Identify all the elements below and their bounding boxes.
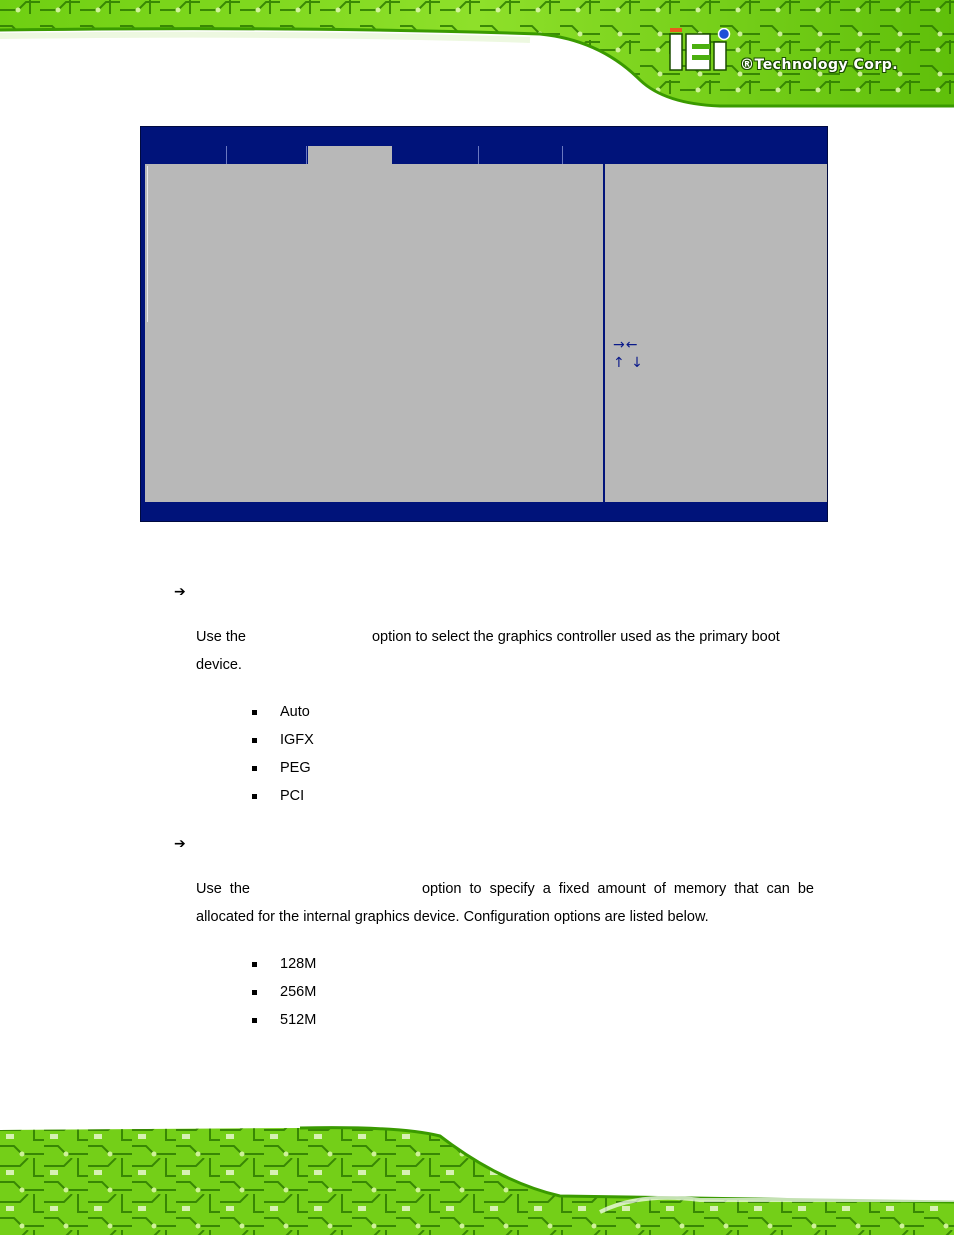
para-body: option to specify a fixed amount of memory that can be allocated for the internal graphics device. Configuration options are listed below. — [196, 881, 814, 925]
bios-tab-1[interactable] — [141, 146, 227, 164]
list-item: PEG — [252, 754, 314, 782]
bullet-square-icon — [252, 1018, 257, 1023]
bullet-square-icon — [252, 962, 257, 967]
bullet-square-icon — [252, 990, 257, 995]
iei-logo-mark — [668, 28, 738, 74]
bios-setup-screenshot — [140, 126, 828, 522]
bullet-square-icon — [252, 738, 257, 743]
bullet-square-icon — [252, 710, 257, 715]
panel-highlight-edge — [147, 166, 148, 322]
primary-display-description — [196, 623, 814, 679]
bios-settings-panel — [145, 164, 603, 502]
bios-tab-active[interactable] — [308, 146, 392, 164]
section-arrow-icon: ➔ — [174, 584, 186, 600]
para-lead: Use the — [196, 629, 246, 645]
circuit-board-footer-graphic — [0, 1122, 954, 1235]
list-item: 128M — [252, 950, 316, 978]
list-item: PCI — [252, 782, 314, 810]
select-screen-keys: →← — [613, 337, 639, 353]
page-header-banner — [0, 0, 954, 112]
bios-tab-4[interactable] — [392, 146, 479, 164]
bullet-square-icon — [252, 794, 257, 799]
bios-title-bar — [141, 127, 827, 145]
page-footer-banner — [0, 1122, 954, 1235]
bios-menu-bar — [141, 146, 827, 164]
bios-status-bar — [141, 503, 827, 521]
brand-text: ®Technology Corp. — [740, 57, 899, 73]
list-item: IGFX — [252, 726, 314, 754]
section-arrow-icon: ➔ — [174, 836, 186, 852]
bios-tab-5[interactable] — [479, 146, 563, 164]
list-item: 512M — [252, 1006, 316, 1034]
list-item: Auto — [252, 698, 314, 726]
memory-size-description — [196, 875, 814, 931]
list-item: 256M — [252, 978, 316, 1006]
para-body: option to select the graphics controller used as the primary boot device. — [196, 629, 780, 673]
bios-navigation-keys — [613, 336, 644, 372]
primary-display-options — [252, 698, 314, 810]
memory-size-options — [252, 950, 316, 1034]
iei-logo — [668, 28, 928, 84]
select-item-keys: ↑ ↓ — [613, 355, 644, 371]
bios-help-panel — [605, 164, 827, 502]
para-lead: Use the — [196, 881, 250, 897]
bios-tab-2[interactable] — [227, 146, 307, 164]
bullet-square-icon — [252, 766, 257, 771]
